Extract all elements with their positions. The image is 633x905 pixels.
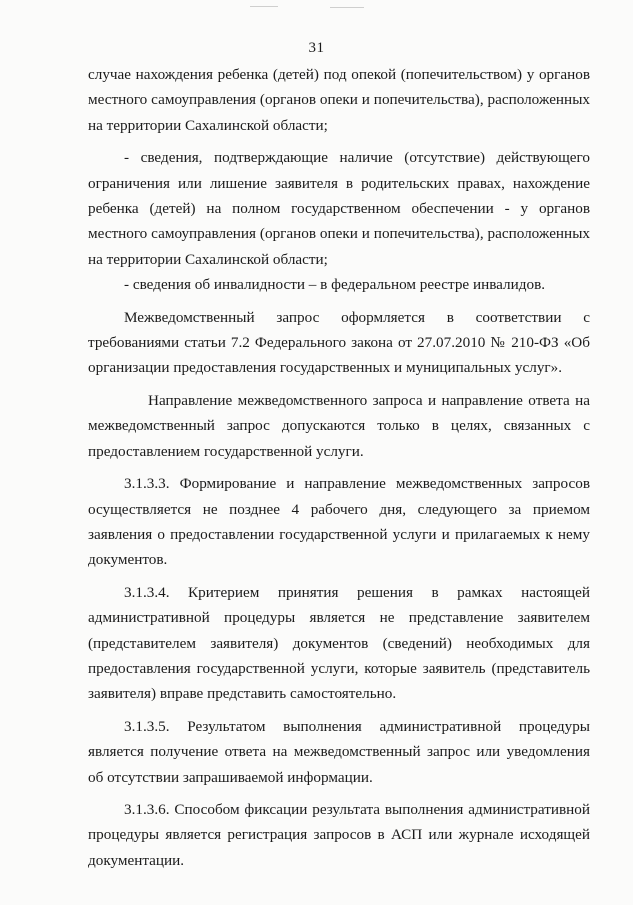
page-number: 31 [308,40,325,56]
paragraph-3-1-3-4: 3.1.3.4. Критерием принятия решения в рамках настоящей административной процедуры является не представление заявителем (представителем заявителя) документов (сведений) необходимых для предоставления государственной услуги, которые заявитель (представитель заявителя) вправе представить самостоятельно. [88,583,590,703]
paragraph-disability-info: - сведения об инвалидности – в федеральном реестре инвалидов. [124,276,546,294]
paragraph-request-direction: Направление межведомственного запроса и направление ответа на межведомственный запрос допускаются только в целях, связанных с предоставлением государственной услуги. [88,391,590,460]
paragraph-parental-rights: - сведения, подтверждающие наличие (отсутствие) действующего ограничения или лишение заявителя в родительских правах, нахождение ребенка (детей) на полном государственном обеспечении - у органов местного самоуправления (органов опеки и попечительства), расположенных на территории Сахалинской области; [88,149,590,268]
scan-artifact [330,7,364,8]
paragraph-3-1-3-3: 3.1.3.3. Формирование и направление межведомственных запросов осуществляется не позднее 4 рабочего дня, следующего за приемом заявления о предоставлении государственной услуги и прилагаемых к нему документов. [88,475,590,569]
paragraph-3-1-3-5: 3.1.3.5. Результатом выполнения административной процедуры является получение ответа на межведомственный запрос или уведомления об отсутствии запрашиваемой информации. [88,717,590,786]
document-body [88,62,590,873]
scan-artifact [250,6,278,7]
paragraph-interagency-request: Межведомственный запрос оформляется в соответствии с требованиями статьи 7.2 Федерального закона от 27.07.2010 № 210-ФЗ «Об организации предоставления государственных и муниципальных услуг». [88,308,590,377]
paragraph-3-1-3-6: 3.1.3.6. Способом фиксации результата выполнения административной процедуры является регистрация запросов в АСП или журнале исходящей документации. [88,800,590,869]
paragraph-guardianship: случае нахождения ребенка (детей) под опекой (попечительством) у органов местного самоуправления (органов опеки и попечительства), расположенных на территории Сахалинской области; [88,66,590,134]
